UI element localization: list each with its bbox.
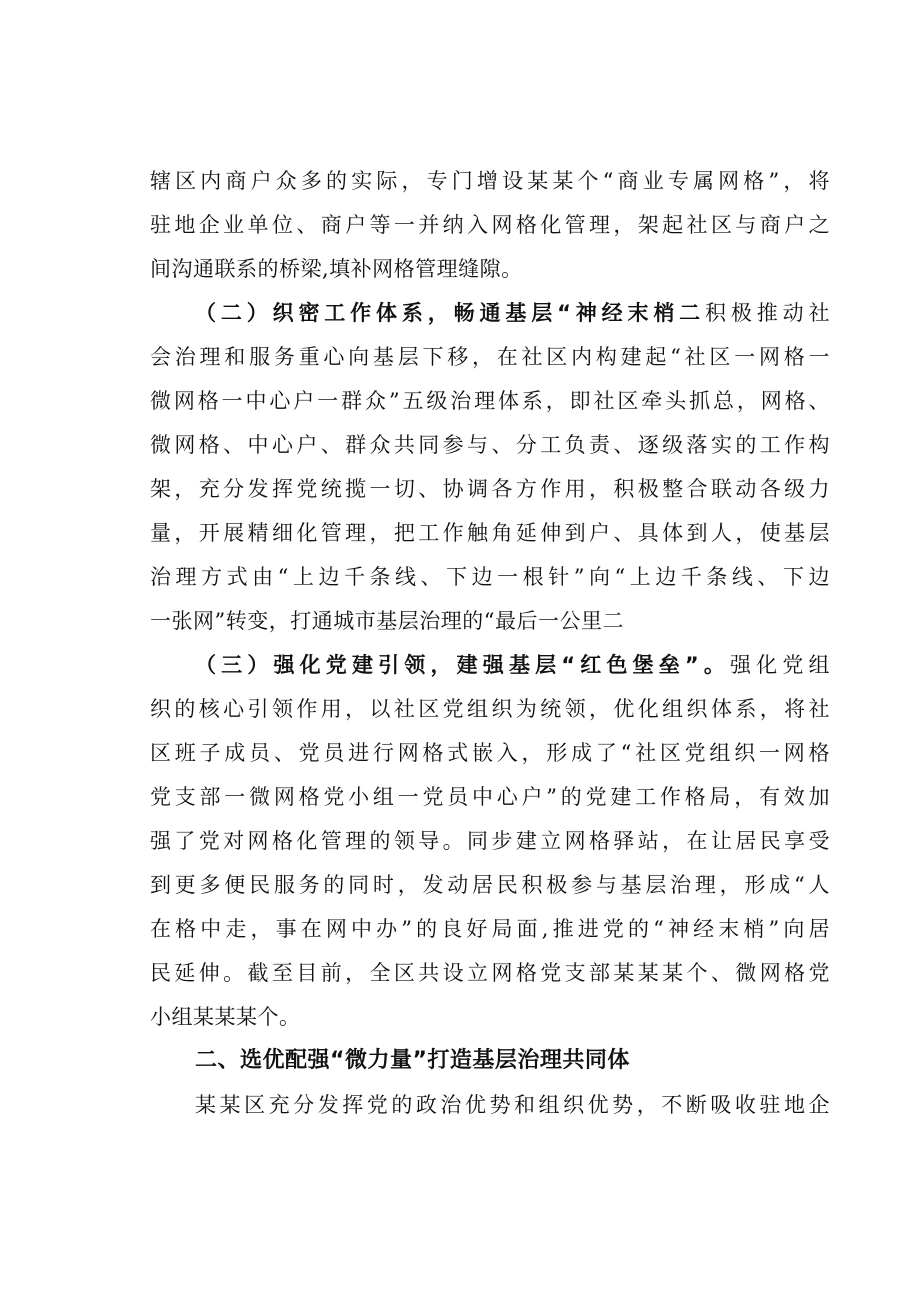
text-run: 强化党组 xyxy=(730,653,831,677)
paragraph-first-line xyxy=(195,298,830,328)
text-run: 积极推动社 xyxy=(705,301,830,325)
text-line: 区班子成员、党员进行网格式嵌入，形成了“社区党组织一网格 xyxy=(150,741,830,765)
text-line: 治理方式由“上边千条线、下边一根针”向“上边千条线、下边 xyxy=(150,565,830,589)
text-line: 微网格一中心户一群众”五级治理体系，即社区牵头抓总，网格、 xyxy=(150,389,830,413)
subsection-heading: （二）织密工作体系，畅通基层“神经末梢二 xyxy=(195,301,706,325)
text-line: 民延伸。截至目前，全区共设立网格党支部某某某个、微网格党 xyxy=(150,961,830,985)
text-line: 某某区充分发挥党的政治优势和组织优势，不断吸收驻地企 xyxy=(195,1093,830,1117)
section-heading: 二、选优配强“微力量”打造基层治理共同体 xyxy=(195,1048,630,1073)
text-line: 在格中走，事在网中办”的良好局面,推进党的“神经末梢”向居 xyxy=(150,917,830,941)
text-line: 量，开展精细化管理，把工作触角延伸到户、具体到人，使基层 xyxy=(150,521,830,545)
text-line: 一张网”转变，打通城市基层治理的“最后一公里二 xyxy=(150,609,624,633)
text-line: 小组某某某个。 xyxy=(150,1005,301,1029)
text-line: 间沟通联系的桥梁,填补网格管理缝隙。 xyxy=(150,257,523,281)
text-line: 党支部一微网格党小组一党员中心户”的党建工作格局，有效加 xyxy=(150,785,830,809)
text-line: 驻地企业单位、商户等一并纳入网格化管理，架起社区与商户之 xyxy=(150,213,830,237)
subsection-heading: （三）强化党建引领，建强基层“红色堡垒”。 xyxy=(195,653,731,677)
text-line: 会治理和服务重心向基层下移，在社区内构建起“社区一网格一 xyxy=(150,345,830,369)
text-line: 织的核心引领作用，以社区党组织为统领，优化组织体系，将社 xyxy=(150,697,830,721)
paragraph-first-line xyxy=(195,650,830,680)
text-line: 架，充分发挥党统揽一切、协调各方作用，积极整合联动各级力 xyxy=(150,477,830,501)
text-line: 辖区内商户众多的实际，专门增设某某个“商业专属网格”，将 xyxy=(150,169,830,193)
text-line: 强了党对网格化管理的领导。同步建立网格驿站，在让居民享受 xyxy=(150,829,830,853)
text-line: 微网格、中心户、群众共同参与、分工负责、逐级落实的工作构 xyxy=(150,433,830,457)
text-line: 到更多便民服务的同时，发动居民积极参与基层治理，形成“人 xyxy=(150,873,830,897)
